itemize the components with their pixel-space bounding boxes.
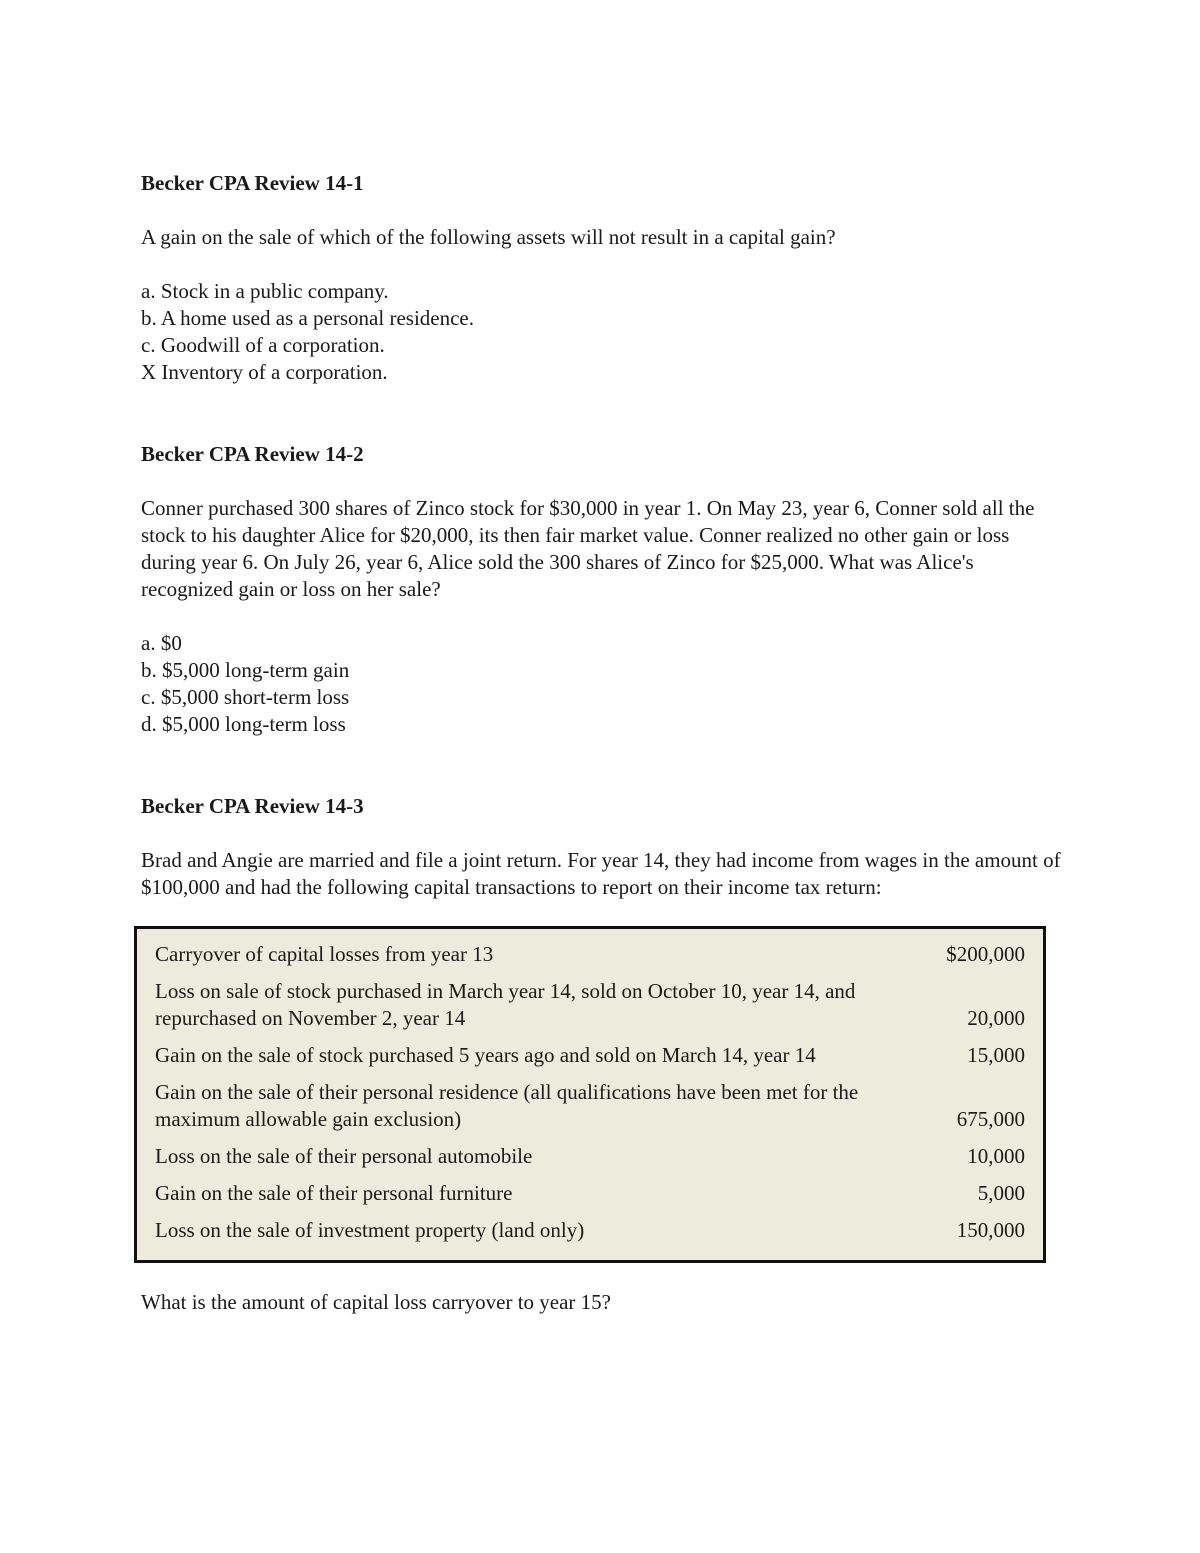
- answer-options: [141, 630, 1061, 738]
- answer-options: [141, 278, 1061, 386]
- question-14-1: [141, 170, 1061, 386]
- question-heading: Becker CPA Review 14-1: [141, 171, 364, 195]
- answer-option-a: a. Stock in a public company.: [141, 279, 389, 303]
- table-row: [155, 1141, 1025, 1178]
- table-row: [155, 1215, 1025, 1252]
- transaction-description: Loss on the sale of their personal automobile: [155, 1144, 533, 1168]
- closing-question: What is the amount of capital loss carryover to year 15?: [141, 1290, 611, 1314]
- answer-option-d: d. $5,000 long-term loss: [141, 712, 346, 736]
- question-stem: Conner purchased 300 shares of Zinco stock for $30,000 in year 1. On May 23, year 6, Conner sold all the stock to his daughter Alice for $20,000, its then fair market value. Conner realized no other gain or loss during year 6. On July 26, year 6, Alice sold the 300 shares of Zinco for $25,000. What was Alice's recognized gain or loss on her sale?: [141, 496, 1035, 601]
- transaction-description: Loss on the sale of investment property (land only): [155, 1218, 585, 1242]
- question-stem: A gain on the sale of which of the following assets will not result in a capital gain?: [141, 225, 836, 249]
- transaction-amount: 10,000: [967, 1144, 1025, 1168]
- answer-option-c: c. Goodwill of a corporation.: [141, 333, 385, 357]
- answer-option-a: a. $0: [141, 631, 182, 655]
- table-row: [155, 1040, 1025, 1077]
- question-14-3: [141, 793, 1061, 1316]
- question-heading: Becker CPA Review 14-3: [141, 794, 364, 818]
- table-row: [155, 976, 1025, 1040]
- table-row: [155, 1178, 1025, 1215]
- transaction-amount: 15,000: [967, 1043, 1025, 1067]
- transaction-description: Gain on the sale of their personal furniture: [155, 1181, 513, 1205]
- transaction-description: Carryover of capital losses from year 13: [155, 942, 494, 966]
- question-stem: Brad and Angie are married and file a joint return. For year 14, they had income from wages in the amount of $100,000 and had the following capital transactions to report on their income tax return:: [141, 848, 1061, 899]
- table-row: [155, 1077, 1025, 1141]
- question-14-2: [141, 441, 1061, 738]
- answer-option-d: X Inventory of a corporation.: [141, 360, 388, 384]
- transaction-description: Loss on sale of stock purchased in March year 14, sold on October 10, year 14, and repurchased on November 2, year 14: [155, 979, 856, 1030]
- document-page: [141, 170, 1061, 1337]
- table-row: [155, 939, 1025, 976]
- transaction-amount: 675,000: [956, 1107, 1025, 1131]
- transaction-amount: 5,000: [977, 1181, 1025, 1205]
- question-heading: Becker CPA Review 14-2: [141, 442, 364, 466]
- transaction-amount: 20,000: [967, 1006, 1025, 1030]
- capital-transactions-table: [134, 926, 1046, 1263]
- transaction-amount: $200,000: [946, 942, 1025, 966]
- answer-option-c: c. $5,000 short-term loss: [141, 685, 350, 709]
- answer-option-b: b. $5,000 long-term gain: [141, 658, 350, 682]
- answer-option-b: b. A home used as a personal residence.: [141, 306, 474, 330]
- transaction-description: Gain on the sale of their personal residence (all qualifications have been met for the maximum allowable gain exclusion): [155, 1080, 859, 1131]
- transaction-description: Gain on the sale of stock purchased 5 years ago and sold on March 14, year 14: [155, 1043, 816, 1067]
- transaction-amount: 150,000: [956, 1218, 1025, 1242]
